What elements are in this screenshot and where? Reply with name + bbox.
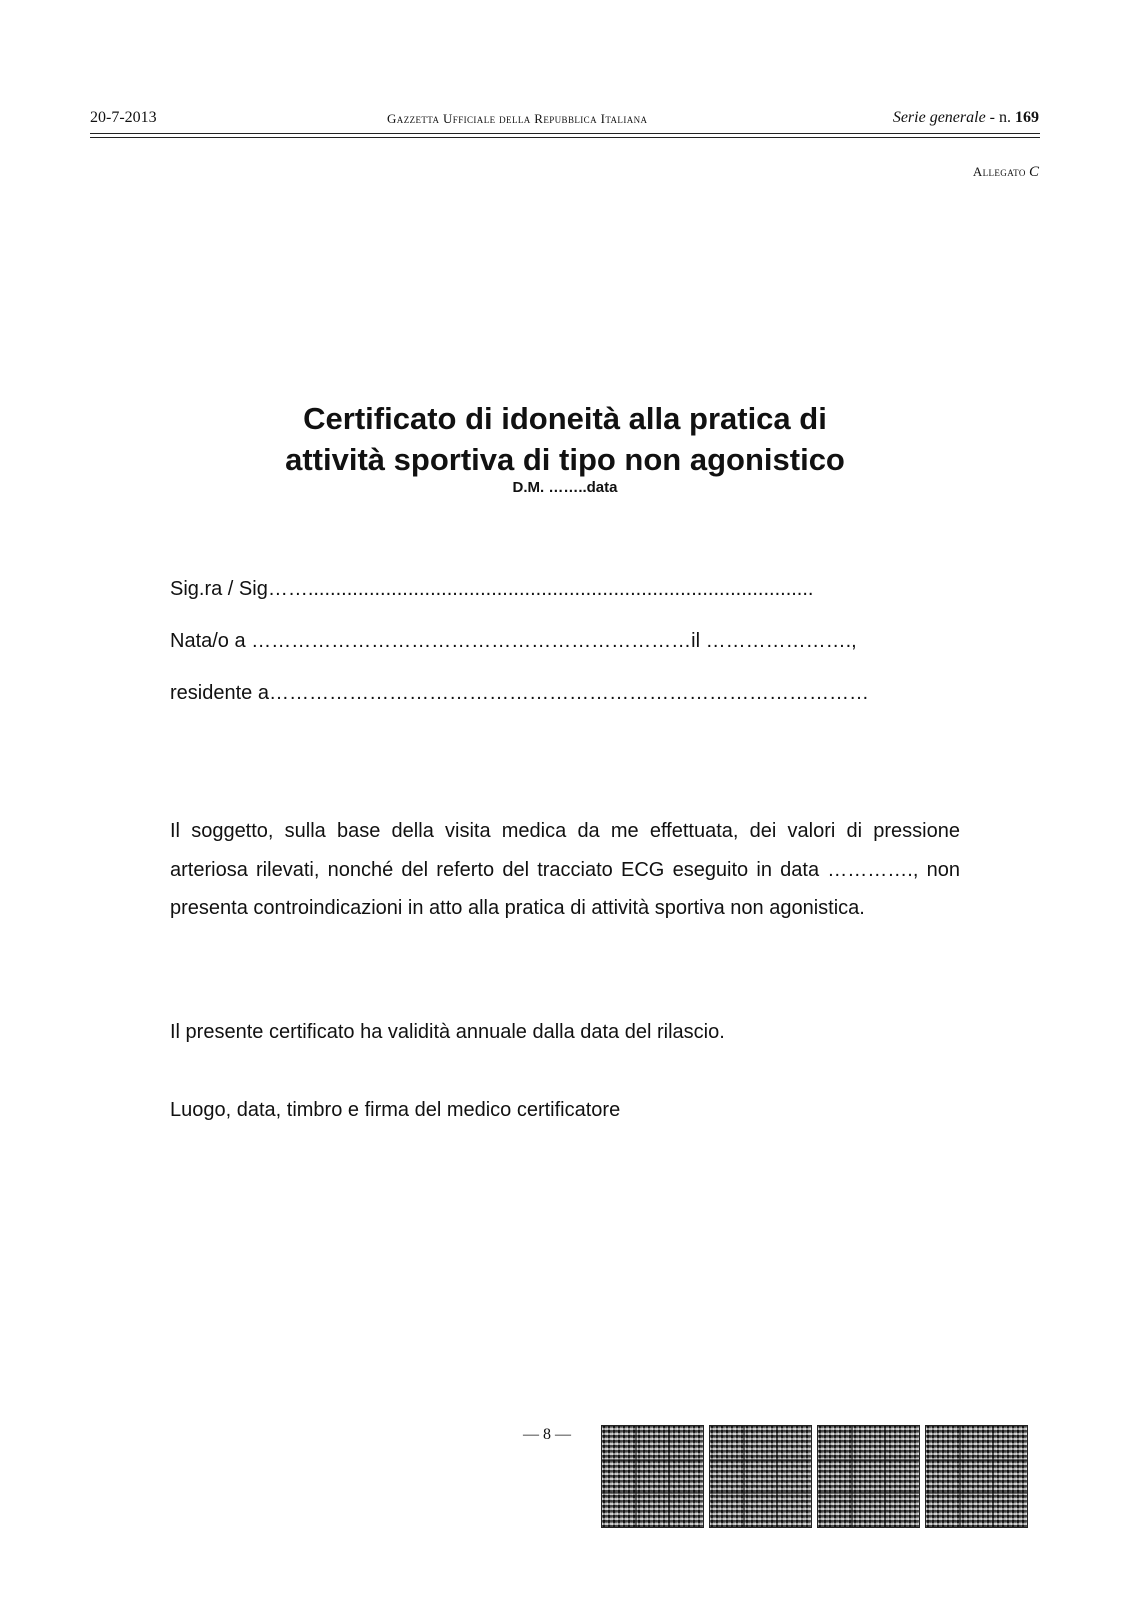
- certificate-title-line1: Certificato di idoneità alla pratica di: [303, 401, 827, 436]
- header-date: 20-7-2013: [90, 109, 157, 126]
- page-number: — 8 —: [523, 1426, 571, 1443]
- header-serie-number: 169: [1015, 109, 1039, 126]
- birth-field-line: Nata/o a …………………………………………………………il ………………….,: [170, 630, 857, 652]
- datamatrix-code-2: [709, 1425, 812, 1528]
- assessment-paragraph: Il soggetto, sulla base della visita medica da me effettuata, dei valori di pressione arteriosa rilevati, nonché del referto del tracciato ECG eseguito in data …………., non presenta controindicazioni in atto alla pratica di attività sportiva non agonistica.: [170, 820, 960, 919]
- header-rule: [90, 133, 1040, 134]
- certificate-title-line2: attività sportiva di tipo non agonistico: [285, 442, 845, 477]
- header-rule-double: [90, 137, 1040, 138]
- validity-paragraph: Il presente certificato ha validità annuale dalla data del rilascio.: [170, 1021, 725, 1043]
- name-field-line: Sig.ra / Sig……...........................................................................................: [170, 578, 814, 600]
- datamatrix-code-4: [925, 1425, 1028, 1528]
- signature-paragraph: Luogo, data, timbro e firma del medico certificatore: [170, 1099, 621, 1121]
- datamatrix-code-strip: [601, 1425, 1031, 1529]
- certificate-subtitle: D.M. ……..data: [512, 479, 618, 496]
- header-serie-label: Serie generale: [892, 109, 986, 126]
- header-serie-separator: - n.: [985, 109, 1015, 126]
- header-publication-title: Gazzetta Ufficiale della Repubblica Italiana: [387, 111, 648, 126]
- datamatrix-code-3: [817, 1425, 920, 1528]
- annex-letter: C: [1028, 164, 1039, 180]
- datamatrix-code-1: [601, 1425, 704, 1528]
- annex-label: [973, 164, 1039, 181]
- certificate-title: [0, 398, 1130, 480]
- annex-word: Allegato: [972, 164, 1026, 179]
- residence-field-line: residente a………………………………………………………………………………: [170, 682, 869, 704]
- header-serie: [893, 109, 1039, 127]
